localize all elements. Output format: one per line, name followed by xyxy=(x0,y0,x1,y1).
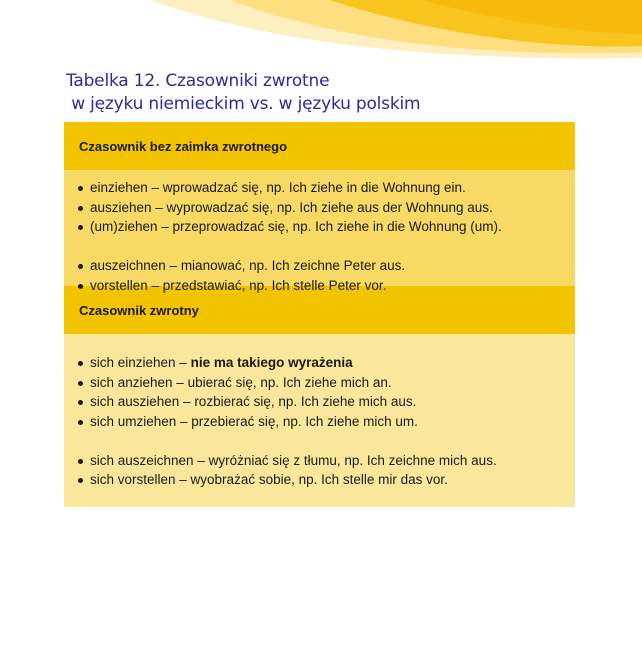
table-title xyxy=(66,70,420,116)
list-item: einziehen – wprowadzać się, np. Ich ziehe in die Wohnung ein. xyxy=(74,178,565,198)
list-item-emphasis: nie ma takiego wyrażenia xyxy=(190,355,353,370)
section-body-non-reflexive xyxy=(64,170,575,293)
list-item xyxy=(74,353,565,373)
non-reflexive-list-2 xyxy=(74,256,565,295)
list-item: sich vorstellen – wyobrażać sobie, np. Ich stelle mir das vor. xyxy=(74,470,565,490)
section-body-reflexive xyxy=(64,334,575,507)
list-item: sich auszeichnen – wyróżniać się z tłumu, np. Ich zeichne mich aus. xyxy=(74,451,565,471)
verb-table xyxy=(64,122,575,507)
list-item: ausziehen – wyprowadzać się, np. Ich ziehe aus der Wohnung aus. xyxy=(74,198,565,218)
list-item: sich umziehen – przebierać się, np. Ich ziehe mich um. xyxy=(74,412,565,432)
decorative-yellow-wave xyxy=(0,0,642,80)
non-reflexive-list xyxy=(74,178,565,237)
list-spacer xyxy=(74,431,565,451)
table-title-line-2: w języku niemieckim vs. w języku polskim xyxy=(66,94,421,114)
list-item-text: sich einziehen – xyxy=(90,355,191,370)
list-spacer xyxy=(74,237,565,257)
section-header-reflexive: Czasownik zwrotny xyxy=(64,286,575,334)
table-title-line-1: Tabelka 12. Czasowniki zwrotne xyxy=(66,71,330,91)
reflexive-list-2 xyxy=(74,451,565,490)
reflexive-list xyxy=(74,353,565,431)
list-item: sich ausziehen – rozbierać się, np. Ich ziehe mich aus. xyxy=(74,392,565,412)
list-item: sich anziehen – ubierać się, np. Ich ziehe mich an. xyxy=(74,373,565,393)
list-item: (um)ziehen – przeprowadzać się, np. Ich ziehe in die Wohnung (um). xyxy=(74,217,565,237)
list-item: auszeichnen – mianować, np. Ich zeichne Peter aus. xyxy=(74,256,565,276)
section-header-non-reflexive: Czasownik bez zaimka zwrotnego xyxy=(64,122,575,170)
list-item: vorstellen – przedstawiać, np. Ich stelle Peter vor. xyxy=(74,276,565,296)
